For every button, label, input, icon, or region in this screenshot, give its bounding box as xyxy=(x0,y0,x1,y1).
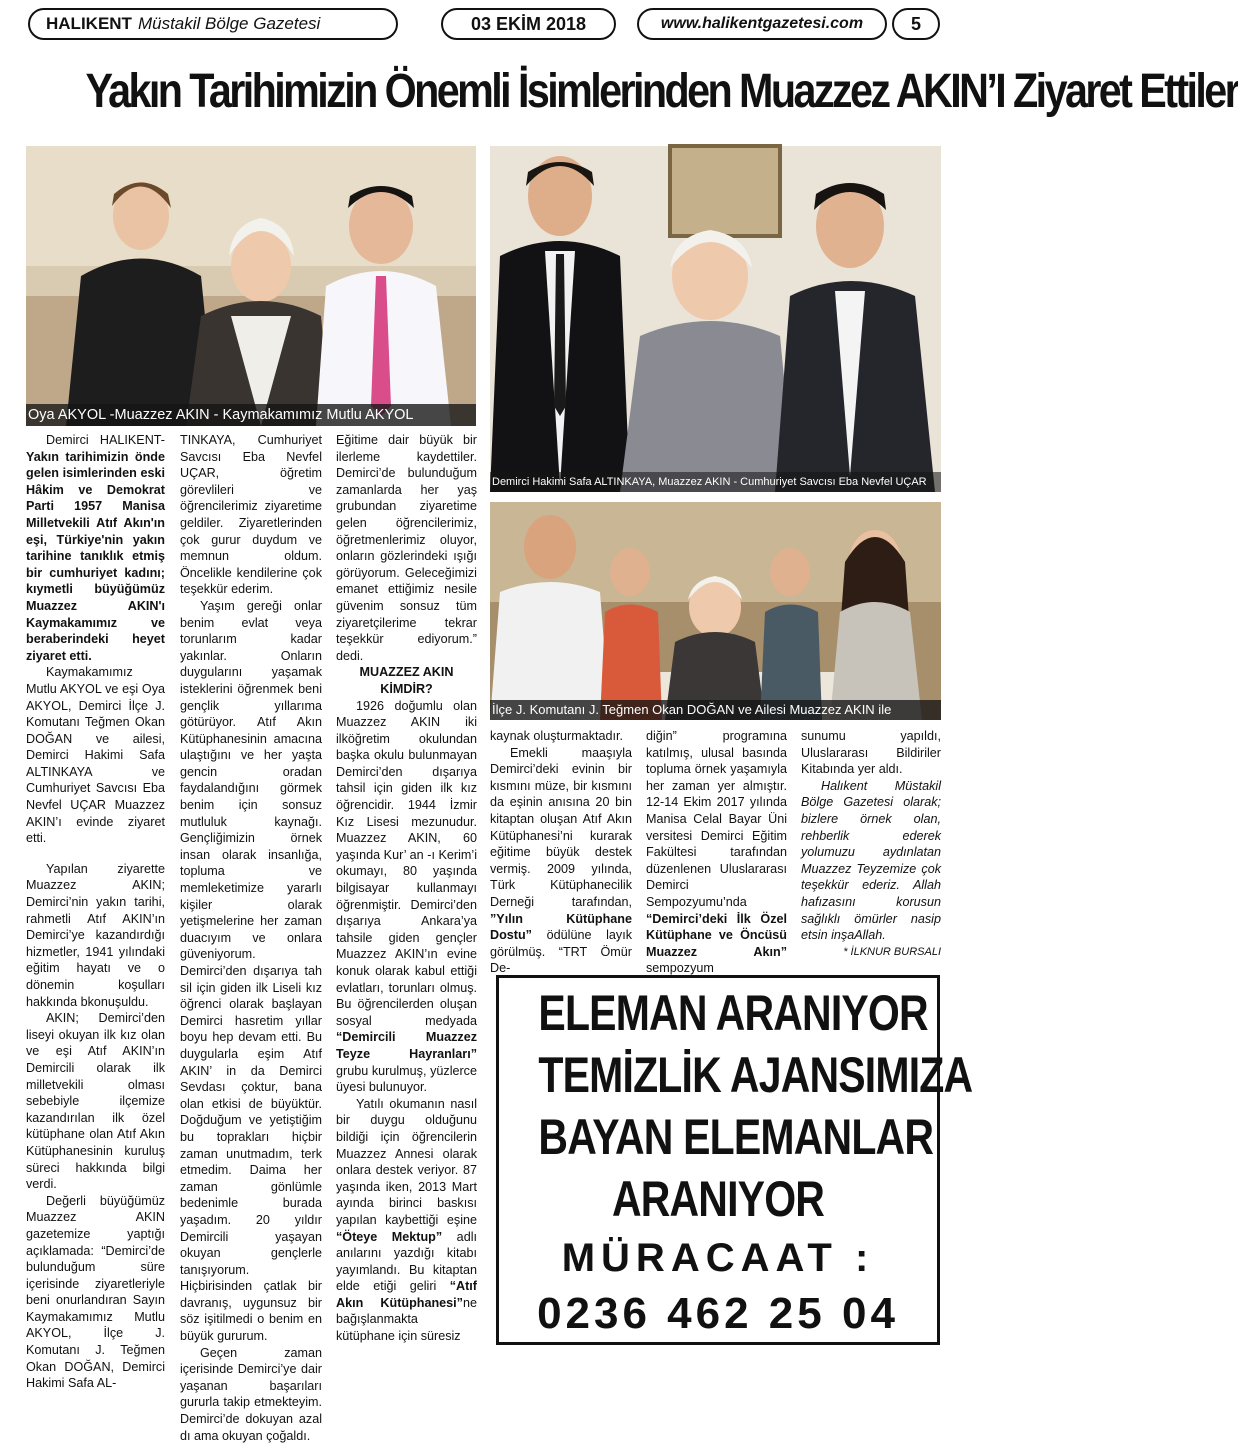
article-paragraph: Eğitime dair büyük bir ilerleme kaydettiler. Demirci’de bulunduğum zamanlarda her yaş grubundan ziyaretime gelen öğrencilerimiz, öğretmenlerimiz oluyor, onların gözlerindeki ışığı görüyorum. Geleceğimizi emanet ettiğimiz nesile güvenim sonsuz tüm ziyaretçilerime tekrar teşekkür ediyorum.” dedi. xyxy=(336,433,477,663)
ad-line-3: BAYAN ELEMANLAR xyxy=(538,1109,934,1165)
article-paragraph: kaynak oluşturmaktadır. xyxy=(490,729,623,743)
article-headline: Yakın Tarihimizin Önemli İsimlerinden Muazzez AKIN’I Ziyaret Ettiler xyxy=(85,65,1238,118)
article-paragraph: Yapılan ziyarette Muazzez AKIN; Demirci’nin yakın tarihi, rahmetli Atıf AKIN’ın Demirci’ye kazandırdığı hizmetler, 1941 yılındaki eğitim hayatı ve o dönemin koşulları hakkında bkonuşuldu. xyxy=(26,861,165,1009)
article-text: adlı anılarını yazdığı kitabı yayımlandı. Bu kitaptan elde etiği geliri xyxy=(336,1229,477,1294)
photo-akyol-visit-image xyxy=(26,146,476,426)
article-column-1 xyxy=(26,432,165,1391)
ad-line-1: ELEMAN ARANIYOR xyxy=(538,985,928,1041)
article-paragraph: sunumu yapıldı, Uluslararası Bildiriler Kitabında yer aldı. xyxy=(801,729,941,777)
job-ad-box xyxy=(496,975,973,1345)
article-column-4 xyxy=(490,728,632,976)
ad-line-5: MÜRACAAT : xyxy=(561,1236,875,1280)
article-text: Yatılı okumanın nasıl bir duygu olduğunu bildiği için öğrencilerin Muazzez Annesi olarak onlara destek veriyor. 87 yaşında iken, 2013 Mart ayında birinci baskısı yapılan kaybettiği eşine xyxy=(336,1096,477,1227)
photo-commander-family xyxy=(490,502,941,720)
ad-phone-number[interactable]: 0236 462 25 04 xyxy=(537,1289,899,1338)
photo-commander-family-image xyxy=(490,502,941,720)
article-subheading: MUAZZEZ AKIN KİMDİR? xyxy=(359,665,454,696)
article-column-6 xyxy=(801,728,941,963)
article-text: diğin” programına katılmış, ulusal basında topluma örnek yaşamıyla her zaman yer almıştır. 12-14 Ekim 2017 yılında Manisa Celal Bayar Üni versitesi Demirci Eğitim Fakültesi tarafından düzenlenen Uluslararası Demirci Sempozyumu’nda xyxy=(646,729,787,909)
article-text-bold: “Öteye Mektup” xyxy=(336,1229,443,1244)
paper-tagline: Müstakil Bölge Gazetesi xyxy=(137,14,321,33)
article-text: 1926 doğumlu olan Muazzez AKIN iki ilköğretim okulundan başka okulu bulunmayan Demirci’den dışarıya tahsil için giden ilk kız öğrencidir. 1944 İzmir Kız Lisesi mezunudur. Muazzez AKIN, 60 yaşında Kur’ an -ı Kerim’i okumayı, 80 yaşında bilgisayar kullanmayı öğrenmiştir. Demirci’den dışarıya Ankara’ya tahsile giden gençler Muazzez AKIN’ın evine konuk olarak kabul ettiği evlatları, torunları olmuş. Bu öğrencilerden oluşan sosyal medyada xyxy=(336,698,477,1028)
photo-judiciary-visit-image xyxy=(490,146,941,492)
article-paragraph: Yaşım gereği onlar benim evlat veya torunlarım kadar yakınlar. Onların duygularını yaşamak isteklerini öğrenmek beni gençlik yıllarıma götürüyor. Atıf Akın Kütüphanesinin amacına ulaştığını ve her yaşta gencin oradan faydalandığını görmek benim için sonsuz mutluluk kaynağı. Gençliğimizin örnek insan olarak insanlığa, topluma ve memleketimize yararlı kişiler olarak yetişmelerine her zaman duacıyım ve onlara güveniyorum. Demirci’den dışarıya tah sil için giden ilk Liseli kız öğrenci olarak başlayan Demirci hasretim yıllar boyu hep devam etti. Bu duygularla eşim Atıf AKIN’ in da Demirci Sevdası çoktur, bana olan etkisi de büyüktür. Doğduğum ve yetiştiğim bu toprakları hiçbir zaman unutmadım, terk etmedim. Daima her zaman gönlümle bedenimle burada yaşadım. 20 yıldır Demircili yaşayan okuyan gençlerle tanışıyorum. Hiçbirisinden çatlak bir davranış, uygunsuz bir söz işitilmedi o benim en büyük gururum. xyxy=(180,598,322,1344)
ad-line-2: TEMİZLİK AJANSIMIZA xyxy=(538,1047,973,1103)
article-text-bold: “Demirci’deki İlk Özel Kütüphane ve Öncüsü Muazzez Akın” xyxy=(646,911,787,959)
article-text-bold: “Atıf Akın Kütüphanesi” xyxy=(336,1279,477,1310)
article-text: Emekli maaşıyla Demirci’deki evinin bir kısmını müze, bir kısmını da eşinin anısına 20 bin kitaptan oluşan Atıf Akın Kütüphanesi’ni kurarak eğitime büyük destek vermiş. 2009 yılında, Türk Kütüphanecilik Derneği tarafından, xyxy=(490,745,632,909)
article-paragraph: TINKAYA, Cumhuriyet Savcısı Eba Nevfel UÇAR, öğretim görevlileri ve öğrencilerimiz ziyaretime geldiler. Ziyaretlerinden çok gurur duydum ve memnun oldum. Öncelikle kendilerine çok teşekkür ederim. xyxy=(180,433,322,597)
article-text: sempozyum xyxy=(646,961,714,976)
article-text-bold: “Demircili Muazzez Teyze Hayranları” xyxy=(336,1030,477,1061)
ad-line-4: ARANIYOR xyxy=(611,1171,825,1227)
article-lead-dateline: Demirci HALIKENT- xyxy=(46,433,165,447)
masthead-pill xyxy=(28,8,398,40)
paper-name: HALIKENT xyxy=(46,14,132,33)
article-text: ödülüne layık görülmüş. “TRT Ömür De- xyxy=(490,928,632,976)
photo-judiciary-caption: Demirci Hakimi Safa ALTINKAYA, Muazzez AKIN - Cumhuriyet Savcısı Eba Nevfel UÇAR xyxy=(490,472,941,492)
article-paragraph: Halıkent Müstakil Bölge Gazetesi olarak; bizlere örnek olan, rehberlik ederek yolumuzu aydınlatan Muazzez Teyzemize çok teşekkür ederiz. Allah hafızasını korusun sağlıklı ömürler nasip etsin inşaAllah. xyxy=(801,778,941,943)
article-paragraph: Kaymakamımız Mutlu AKYOL ve eşi Oya AKYOL, Demirci İlçe J. Komutanı Teğmen Okan DOĞAN ve ailesi, Demirci Hakimi Safa ALTINKAYA ve Cumhuriyet Savcısı Eba Nevfel UÇAR Muazzez AKIN’ı evinde ziyaret etti. xyxy=(26,665,165,846)
article-text-bold: ”Yılın Kütüphane Dostu” xyxy=(490,911,632,943)
article-text: ne bağışlanmakta kütüphane için süresiz xyxy=(336,1295,477,1344)
photo-akyol-visit xyxy=(26,146,476,426)
photo-judiciary-visit xyxy=(490,146,941,492)
article-column-2 xyxy=(180,432,322,1443)
article-paragraph: AKIN; Demirci’den liseyi okuyan ilk kız olan ve eşi Atıf AKIN’ın Demircili olarak ilk milletvekili olması sebebiyle ilçemize kazandırılan ilk özel kütüphane olan Atıf Akın Kütüphanesinin kuruluş süreci hakkında bilgi verdi. xyxy=(26,1011,165,1192)
website-link[interactable]: www.halikentgazetesi.com xyxy=(637,8,887,40)
page-header xyxy=(28,8,944,42)
article-text: grubu kurulmuş, yüzlerce üyesi bulunuyor. xyxy=(336,1063,477,1095)
article-column-5 xyxy=(646,728,787,976)
page-number: 5 xyxy=(892,8,940,40)
photo-akyol-caption: Oya AKYOL -Muazzez AKIN - Kaymakamımız Mutlu AKYOL xyxy=(26,404,476,426)
issue-date: 03 EKİM 2018 xyxy=(441,8,616,40)
photo-commander-caption: İlçe J. Komutanı J. Teğmen Okan DOĞAN ve Ailesi Muazzez AKIN ile xyxy=(490,700,941,720)
article-column-3 xyxy=(336,432,477,1344)
article-paragraph: Geçen zaman içerisinde Demirci’ye dair yaşanan başarıları gururla takip etmekteyim. Demirci’de dokuyan azal dı ama okuyan çoğaldı. xyxy=(180,1345,322,1443)
article-lead: Yakın tarihimizin önde gelen isimlerinden eski Hâkim ve Demokrat Parti 1957 Manisa Milletvekili Atıf Akın'ın eşi, Türkiye'nin yakın tarihine tanıklık etmiş bir cumhuriyet kadını; kıymetli büyüğümüz Muazzez AKIN'ı Kaymakamımız ve beraberindeki heyet ziyaret etti. xyxy=(26,449,165,663)
author-signature: * İLKNUR BURSALI xyxy=(843,945,941,958)
article-paragraph: Değerli büyüğümüz Muazzez AKIN gazetemize yaptığı açıklamada: “Demirci’de bulunduğum süre içerisinde ziyaretleriyle beni onurlandıran Sayın Kaymakamımız Mutlu AKYOL, İlçe J. Komutanı J. Teğmen Okan DOĞAN, Demirci Hakimi Safa AL- xyxy=(26,1193,165,1391)
